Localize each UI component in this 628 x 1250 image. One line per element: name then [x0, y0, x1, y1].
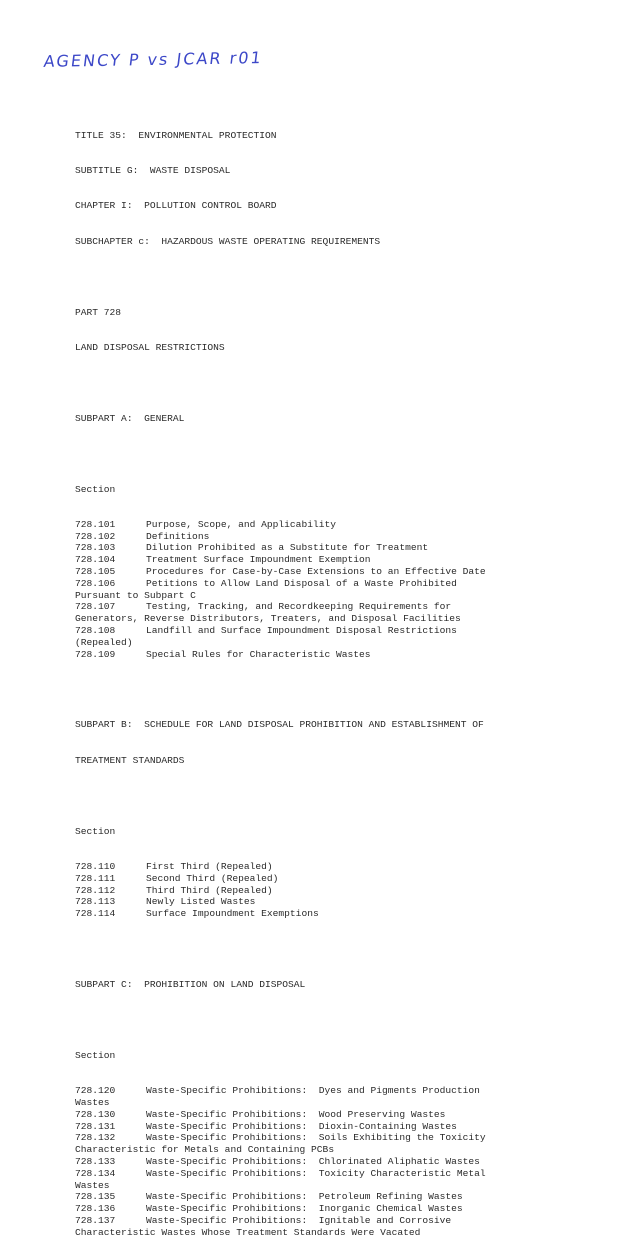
- section-entry: [75, 1085, 615, 1097]
- section-number: 728.135: [75, 1191, 116, 1203]
- section-number: 728.111: [75, 872, 116, 884]
- section-number: 728.101: [75, 518, 116, 530]
- section-number: 728.131: [75, 1120, 116, 1132]
- section-title: Waste-Specific Prohibitions: Dioxin-Containing Wastes: [146, 1120, 457, 1132]
- section-title: Waste-Specific Prohibitions: Wood Preserving Wastes: [146, 1108, 446, 1120]
- section-entry: [75, 601, 615, 613]
- section-entry: [75, 554, 615, 566]
- section-title: Treatment Surface Impoundment Exemption: [146, 554, 371, 566]
- section-title: Special Rules for Characteristic Wastes: [146, 648, 371, 660]
- section-title: Waste-Specific Prohibitions: Soils Exhibiting the Toxicity: [146, 1132, 486, 1144]
- section-title: Petitions to Allow Land Disposal of a Waste Prohibited: [146, 577, 457, 589]
- section-entry: [75, 531, 615, 543]
- section-title: Waste-Specific Prohibitions: Toxicity Characteristic Metal: [146, 1167, 486, 1179]
- section-entry: [75, 1168, 615, 1180]
- section-number: 728.130: [75, 1108, 116, 1120]
- subpart-b-heading-cont: TREATMENT STANDARDS: [75, 754, 185, 766]
- section-label: Section: [75, 1049, 116, 1061]
- section-number: 728.107: [75, 601, 116, 613]
- section-number: 728.110: [75, 861, 116, 872]
- subpart-a-heading: SUBPART A: GENERAL: [75, 412, 185, 424]
- subpart-c-section-list: [75, 1085, 615, 1238]
- section-entry: [75, 908, 615, 920]
- section-title: Landfill and Surface Impoundment Disposal Restrictions: [146, 625, 457, 637]
- section-number: 728.106: [75, 577, 116, 589]
- section-title-continuation: Wastes: [75, 1179, 110, 1191]
- section-label: Section: [75, 483, 116, 495]
- section-number: 728.108: [75, 625, 116, 637]
- section-entry: [75, 649, 615, 661]
- section-title: Waste-Specific Prohibitions: Chlorinated Aliphatic Wastes: [146, 1155, 480, 1167]
- section-number: 728.103: [75, 542, 116, 554]
- subchapter-line: SUBCHAPTER c: HAZARDOUS WASTE OPERATING REQUIREMENTS: [75, 235, 381, 247]
- section-title: Testing, Tracking, and Recordkeeping Requirements for: [146, 601, 452, 613]
- section-entry: [75, 1191, 615, 1203]
- section-title-continuation: Generators, Reverse Distributors, Treaters, and Disposal Facilities: [75, 613, 461, 625]
- section-title: Newly Listed Wastes: [146, 896, 256, 908]
- section-number: 728.114: [75, 908, 116, 920]
- handwritten-annotation: AGENCY P vs JCAR r01: [42, 48, 264, 71]
- section-number: 728.133: [75, 1155, 116, 1167]
- section-title: Waste-Specific Prohibitions: Inorganic Chemical Wastes: [146, 1203, 463, 1215]
- part-number: PART 728: [75, 306, 122, 318]
- section-entry: [75, 873, 615, 885]
- section-number: 728.137: [75, 1214, 116, 1226]
- section-number: 728.132: [75, 1132, 116, 1144]
- section-title-continuation: Pursuant to Subpart C: [75, 589, 196, 601]
- section-entry: [75, 1203, 615, 1215]
- section-title: Waste-Specific Prohibitions: Ignitable and Corrosive: [146, 1214, 452, 1226]
- subpart-a-section-list: [75, 519, 615, 661]
- section-title: First Third (Repealed): [146, 861, 273, 872]
- section-title-continuation: Wastes: [75, 1096, 110, 1108]
- section-title: Dilution Prohibited as a Substitute for Treatment: [146, 542, 429, 554]
- section-number: 728.105: [75, 566, 116, 578]
- subpart-b-heading: SUBPART B: SCHEDULE FOR LAND DISPOSAL PROHIBITION AND ESTABLISHMENT OF: [75, 719, 484, 731]
- section-entry: [75, 1132, 615, 1144]
- section-label: Section: [75, 825, 116, 837]
- section-title: Definitions: [146, 530, 210, 542]
- section-entry: [75, 566, 615, 578]
- section-entry: [75, 542, 615, 554]
- section-number: 728.136: [75, 1203, 116, 1215]
- section-title: Third Third (Repealed): [146, 884, 273, 896]
- section-entry: [75, 885, 615, 897]
- section-title-continuation: (Repealed): [75, 636, 133, 648]
- section-entry: [75, 519, 615, 531]
- section-entry: [75, 1121, 615, 1133]
- section-number: 728.109: [75, 648, 116, 660]
- section-number: 728.120: [75, 1085, 116, 1097]
- section-title: Procedures for Case-by-Case Extensions to an Effective Date: [146, 566, 486, 578]
- title-line: TITLE 35: ENVIRONMENTAL PROTECTION: [75, 129, 277, 141]
- section-entry: [75, 625, 615, 637]
- subtitle-line: SUBTITLE G: WASTE DISPOSAL: [75, 164, 231, 176]
- subpart-b-section-list: [75, 861, 615, 920]
- section-number: 728.134: [75, 1167, 116, 1179]
- section-entry: [75, 1215, 615, 1227]
- section-title: Waste-Specific Prohibitions: Dyes and Pigments Production: [146, 1085, 480, 1097]
- section-number: 728.102: [75, 530, 116, 542]
- section-title-continuation: Characteristic Wastes Whose Treatment Standards Were Vacated: [75, 1226, 421, 1238]
- section-entry: [75, 578, 615, 590]
- chapter-line: CHAPTER I: POLLUTION CONTROL BOARD: [75, 200, 277, 212]
- part-name: LAND DISPOSAL RESTRICTIONS: [75, 341, 225, 353]
- section-title-continuation: Characteristic for Metals and Containing PCBs: [75, 1144, 335, 1156]
- section-number: 728.104: [75, 554, 116, 566]
- section-number: 728.112: [75, 884, 116, 896]
- subpart-c-heading: SUBPART C: PROHIBITION ON LAND DISPOSAL: [75, 978, 306, 990]
- section-title: Second Third (Repealed): [146, 872, 279, 884]
- section-title: Waste-Specific Prohibitions: Petroleum Refining Wastes: [146, 1191, 463, 1203]
- section-entry: [75, 1156, 615, 1168]
- section-entry: [75, 896, 615, 908]
- document-body: [75, 106, 615, 1250]
- section-title: Purpose, Scope, and Applicability: [146, 518, 336, 530]
- section-entry: [75, 1109, 615, 1121]
- section-number: 728.113: [75, 896, 116, 908]
- section-title: Surface Impoundment Exemptions: [146, 908, 319, 920]
- section-entry: [75, 861, 615, 873]
